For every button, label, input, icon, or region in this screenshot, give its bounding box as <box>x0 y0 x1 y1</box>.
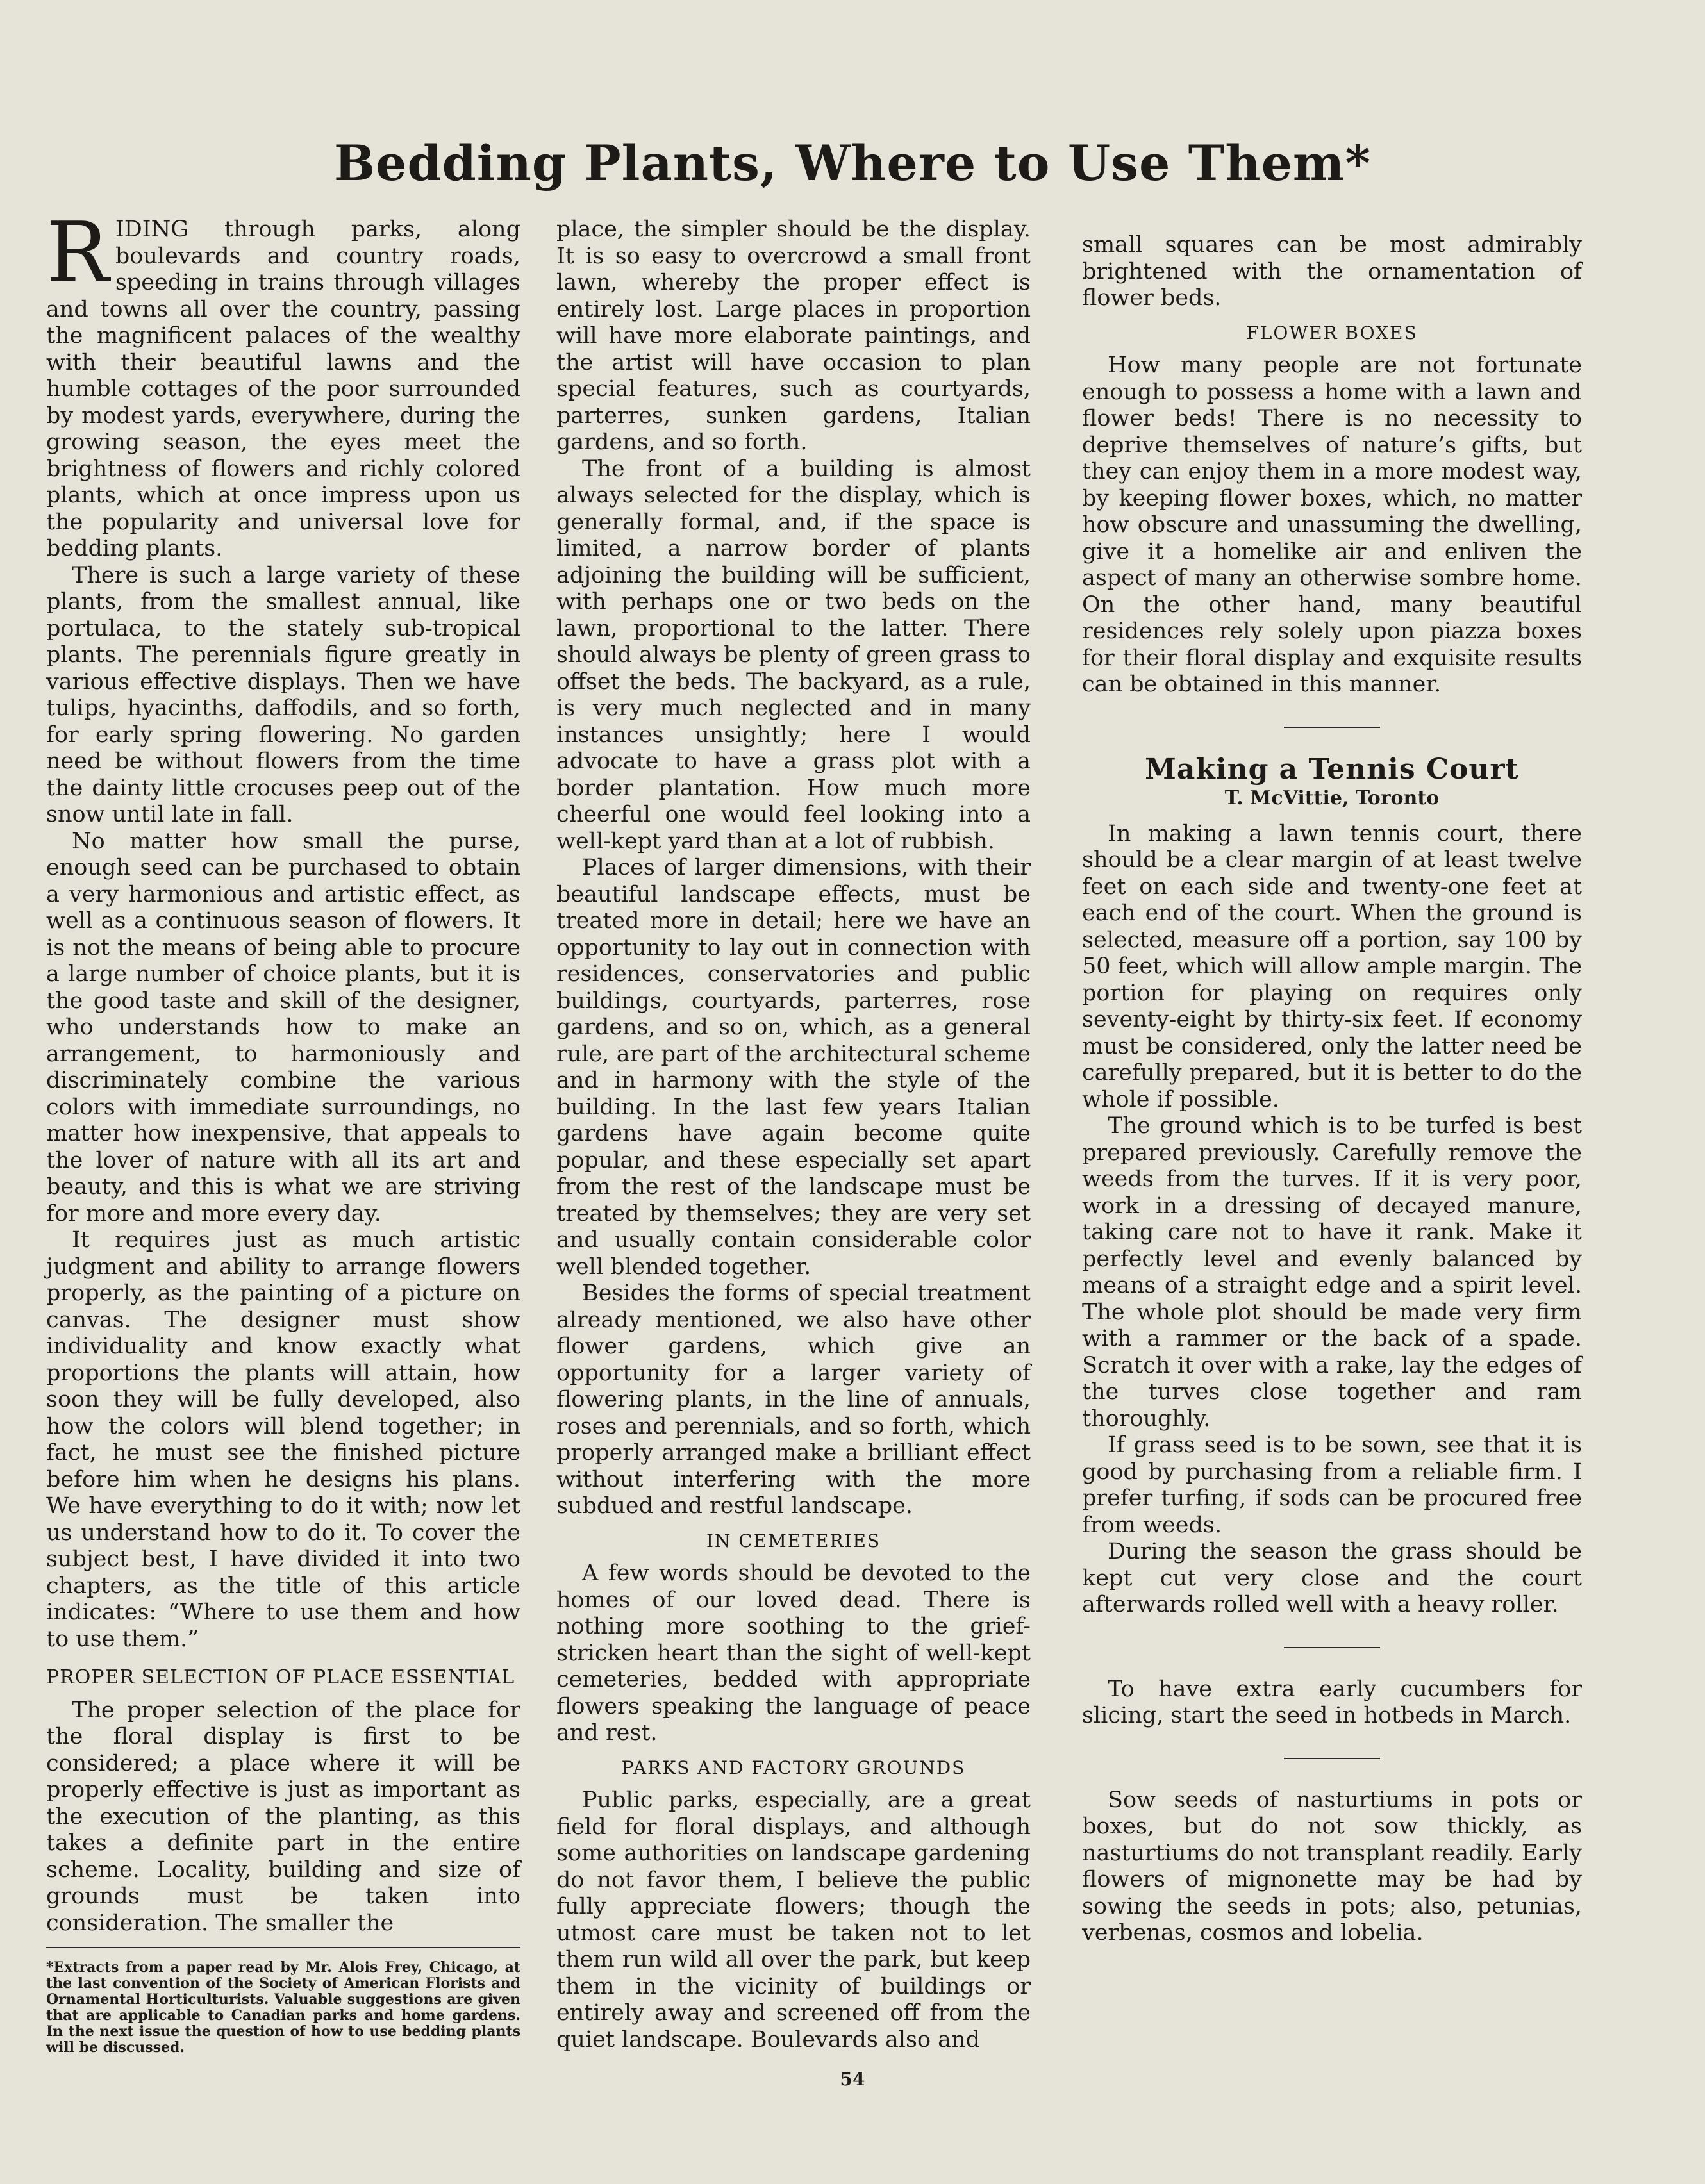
paragraph: No matter how small the purse, enough seed can be purchased to obtain a very harmonious and artistic effect, as well as a continuous season of flowers. It is not the means of being able to procure a large number of choice plants, but it is the good taste and skill of the designer, who understands how to make an arrangement, to harmoniously and discriminately combine the various colors with immediate surroundings, no matter how inexpensive, that appeals to the lover of nature with all its art and beauty, and this is what we are striving for more and more every day. <box>46 828 520 1227</box>
column-1 <box>46 204 520 2056</box>
column-3 <box>1082 232 1582 1947</box>
paragraph: A few words should be devoted to the homes of our loved dead. There is nothing more soothing to the grief-stricken heart than the sight of well-kept cemeteries, bedded with appropriate flowers speaking the language of peace and rest. <box>556 1560 1031 1746</box>
article-title: Bedding Plants, Where to Use Them* <box>333 135 1372 192</box>
paragraph: The proper selection of the place for the floral display is first to be considered; a place where it will be properly effective is just as important as the execution of the planting, as this takes a definite part in the entire scheme. Locality, building and size of grounds must be taken into consideration. The smaller the <box>46 1697 520 1936</box>
section-heading: PROPER SELECTION OF PLACE ESSENTIAL <box>46 1666 515 1689</box>
note-cucumbers: To have extra early cucumbers for slicing, start the seed in hotbeds in March. <box>1082 1676 1582 1728</box>
section-heading: IN CEMETERIES <box>706 1530 881 1551</box>
paragraph: There is such a large variety of these plants, from the smallest annual, like portulaca, to the stately sub-tropical plants. The perennials figure greatly in various effective displays. Then we have tulips, hyacinths, daffodils, and so forth, for early spring flowering. No garden need be without flowers from the time the dainty little crocuses peep out of the snow until late in fall. <box>46 562 520 827</box>
paragraph: Besides the forms of special treatment already mentioned, we also have other flower gardens, which give an opportunity for a larger variety of flowering plants, in the line of annuals, roses and perennials, and so forth, which properly arranged make a brilliant effect without interfering with the more subdued and restful landscape. <box>556 1280 1031 1519</box>
column-2 <box>556 217 1031 2053</box>
paragraph: Places of larger dimensions, with their beautiful landscape effects, must be treated more in detail; here we have an opportunity to lay out in connection with residences, conservatories and public buildings, courtyards, parterres, rose gardens, and so on, which, as a general rule, are part of the architectural scheme and in harmony with the style of the building. In the last few years Italian gardens have again become quite popular, and these especially set apart from the rest of the landscape must be treated by themselves; they are very set and usually contain considerable color well blended together. <box>556 855 1031 1280</box>
tennis-article-title: Making a Tennis Court <box>1145 752 1519 786</box>
divider <box>1284 1758 1380 1759</box>
paragraph: During the season the grass should be kept cut very close and the court afterwards rolled well with a heavy roller. <box>1082 1539 1582 1617</box>
paragraph: The ground which is to be turfed is best prepared previously. Carefully remove the weeds from the turves. If it is very poor, work in a dressing of decayed manure, taking care not to have it rank. Make it perfectly level and evenly balanced by means of a straight edge and a spirit level. The whole plot should be made very firm with a rammer or the back of a spade. Scratch it over with a rake, lay the edges of the turves close together and ram thoroughly. <box>1082 1113 1582 1432</box>
paragraph: The front of a building is almost always selected for the display, which is generally formal, and, if the space is limited, a narrow border of plants adjoining the building will be sufficient, with perhaps one or two beds on the lawn, proportional to the latter. There should always be plenty of green grass to offset the beds. The backyard, as a rule, is very much neglected and in many instances unsightly; here I would advocate to have a grass plot with a border plantation. How much more cheerful one would feel looking into a well-kept yard than at a lot of rubbish. <box>556 456 1031 854</box>
paragraph: In making a lawn tennis court, there should be a clear margin of at least twelve feet on each side and twenty-one feet at each end of the court. When the ground is selected, measure off a portion, say 100 by 50 feet, which will allow ample margin. The portion for playing on requires only seventy-eight by thirty-six feet. If economy must be considered, only the latter need be carefully prepared, but it is better to do the whole if possible. <box>1082 820 1582 1113</box>
paragraph: RIDING through parks, along boulevards and country roads, speeding in trains through villages and towns all over the country, passing the magnificent palaces of the wealthy with their beautiful lawns and the humble cottages of the poor surrounded by modest yards, everywhere, during the growing season, the eyes meet the brightness of flowers and richly colored plants, which at once impress upon us the popularity and universal love for bedding plants. <box>46 204 520 561</box>
footnote-divider <box>46 1947 520 1948</box>
paragraph: Public parks, especially, are a great field for floral displays, and although some authorities on landscape gardening do not favor them, I believe the public fully appreciate flowers; though the utmost care must be taken not to let them run wild all over the park, but keep them in the vicinity of buildings or entirely away and screened off from the quiet landscape. Boulevards also and <box>556 1787 1031 2053</box>
section-heading: FLOWER BOXES <box>1246 322 1418 343</box>
divider <box>1284 1647 1380 1648</box>
drop-cap: R <box>46 204 109 301</box>
byline: T. McVittie, Toronto <box>1224 787 1440 809</box>
divider <box>1284 727 1380 728</box>
note-nasturtiums: Sow seeds of nasturtiums in pots or boxes, but do not sow thickly, as nasturtiums do not transplant readily. Early flowers of mignonette may be had by sowing the seeds in pots; also, petunias, verbenas, cosmos and lobelia. <box>1082 1787 1582 1946</box>
paragraph: small squares can be most admirably brightened with the ornamentation of flower beds. <box>1082 232 1582 311</box>
paragraph: It requires just as much artistic judgment and ability to arrange flowers properly, as the painting of a picture on canvas. The designer must show individuality and know exactly what proportions the plants will attain, how soon they will be fully developed, also how the colors will blend together; in fact, he must see the finished picture before him when he designs his plans. We have everything to do it with; now let us understand how to do it. To cover the subject best, I have divided it into two chapters, as the title of this article indicates: “Where to use them and how to use them.” <box>46 1227 520 1652</box>
page-number: 54 <box>840 2069 865 2090</box>
section-heading: PARKS AND FACTORY GROUNDS <box>621 1757 966 1778</box>
paragraph: place, the simpler should be the display. It is so easy to overcrowd a small front lawn, whereby the proper effect is entirely lost. Large places in proportion will have more elaborate paintings, and the artist will have occasion to plan special features, such as courtyards, parterres, sunken gardens, Italian gardens, and so forth. <box>556 217 1031 455</box>
footnote: *Extracts from a paper read by Mr. Alois Frey, Chicago, at the last convention of the Society of American Florists and Ornamental Horticulturists. Valuable suggestions are given that are applicable to Canadian parks and home gardens. In the next issue the question of how to use bedding plants will be discussed. <box>46 1959 520 2056</box>
paragraph: How many people are not fortunate enough to possess a home with a lawn and flower beds! There is no necessity to deprive themselves of nature’s gifts, but they can enjoy them in a more modest way, by keeping flower boxes, which, no matter how obscure and unassuming the dwelling, give it a homelike air and enliven the aspect of many an otherwise sombre home. On the other hand, many beautiful residences rely solely upon piazza boxes for their floral display and exquisite results can be obtained in this manner. <box>1082 352 1582 697</box>
paragraph: If grass seed is to be sown, see that it is good by purchasing from a reliable firm. I prefer turfing, if sods can be procured free from weeds. <box>1082 1432 1582 1538</box>
